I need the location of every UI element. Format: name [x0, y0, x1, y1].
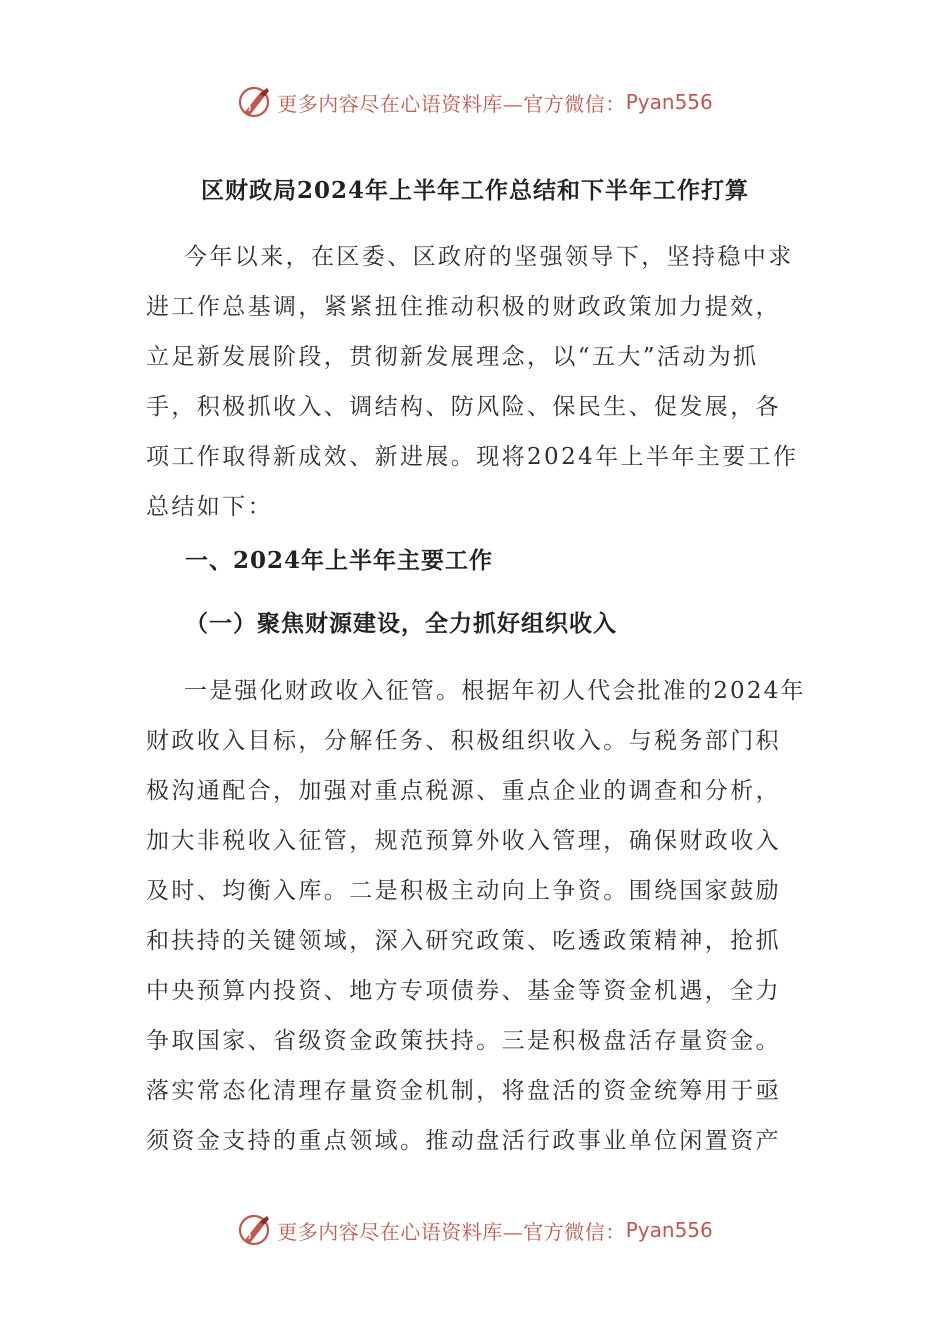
paragraph-line: 加大非税收入征管，规范预算外收入管理，确保财政收入 — [146, 828, 781, 854]
paragraph-line: 争取国家、省级资金政策扶持。三是积极盘活存量资金。 — [146, 1028, 781, 1054]
subsection-heading: （一）聚焦财源建设，全力抓好组织收入 — [185, 610, 617, 637]
wechat-id: Pyan556 — [625, 1218, 713, 1242]
paragraph-line: 和扶持的关键领域，深入研究政策、吃透政策精神，抢抓 — [146, 928, 781, 954]
intro-paragraph — [146, 232, 806, 532]
paragraph-line: 及时、均衡入库。二是积极主动向上争资。围绕国家鼓励 — [146, 878, 781, 904]
document-title: 区财政局2024年上半年工作总结和下半年工作打算 — [200, 177, 749, 204]
paragraph-line: 总结如下： — [146, 494, 273, 520]
section-heading: 一、2024年上半年主要工作 — [185, 547, 494, 574]
paragraph-line: 今年以来，在区委、区政府的坚强领导下，坚持稳中求 — [184, 244, 794, 270]
paragraph-line: 落实常态化清理存量资金机制，将盘活的资金统筹用于亟 — [146, 1078, 781, 1104]
wechat-id: Pyan556 — [625, 90, 713, 114]
watermark-banner-top — [0, 80, 950, 124]
paragraph-line: 须资金支持的重点领域。推动盘活行政事业单位闲置资产 — [146, 1128, 781, 1154]
watermark-text: 更多内容尽在心语资料库—官方微信： — [277, 1219, 626, 1244]
paragraph-line: 中央预算内投资、地方专项债券、基金等资金机遇，全力 — [146, 978, 781, 1004]
pen-logo-icon — [237, 84, 273, 120]
paragraph-line: 立足新发展阶段，贯彻新发展理念，以“五大”活动为抓 — [146, 344, 759, 370]
paragraph-line: 一是强化财政收入征管。根据年初人代会批准的2024年 — [184, 678, 806, 704]
watermark-text: 更多内容尽在心语资料库—官方微信： — [277, 91, 626, 116]
pen-logo-icon — [237, 1212, 273, 1248]
paragraph-line: 财政收入目标，分解任务、积极组织收入。与税务部门积 — [146, 728, 781, 754]
paragraph-line: 手，积极抓收入、调结构、防风险、保民生、促发展，各 — [146, 394, 781, 420]
paragraph-line: 极沟通配合，加强对重点税源、重点企业的调查和分析， — [146, 778, 781, 804]
watermark-banner-bottom — [0, 1208, 950, 1252]
body-paragraph — [146, 666, 806, 1166]
paragraph-line: 进工作总基调，紧紧扭住推动积极的财政政策加力提效， — [146, 294, 781, 320]
paragraph-line: 项工作取得新成效、新进展。现将2024年上半年主要工作 — [146, 444, 799, 470]
